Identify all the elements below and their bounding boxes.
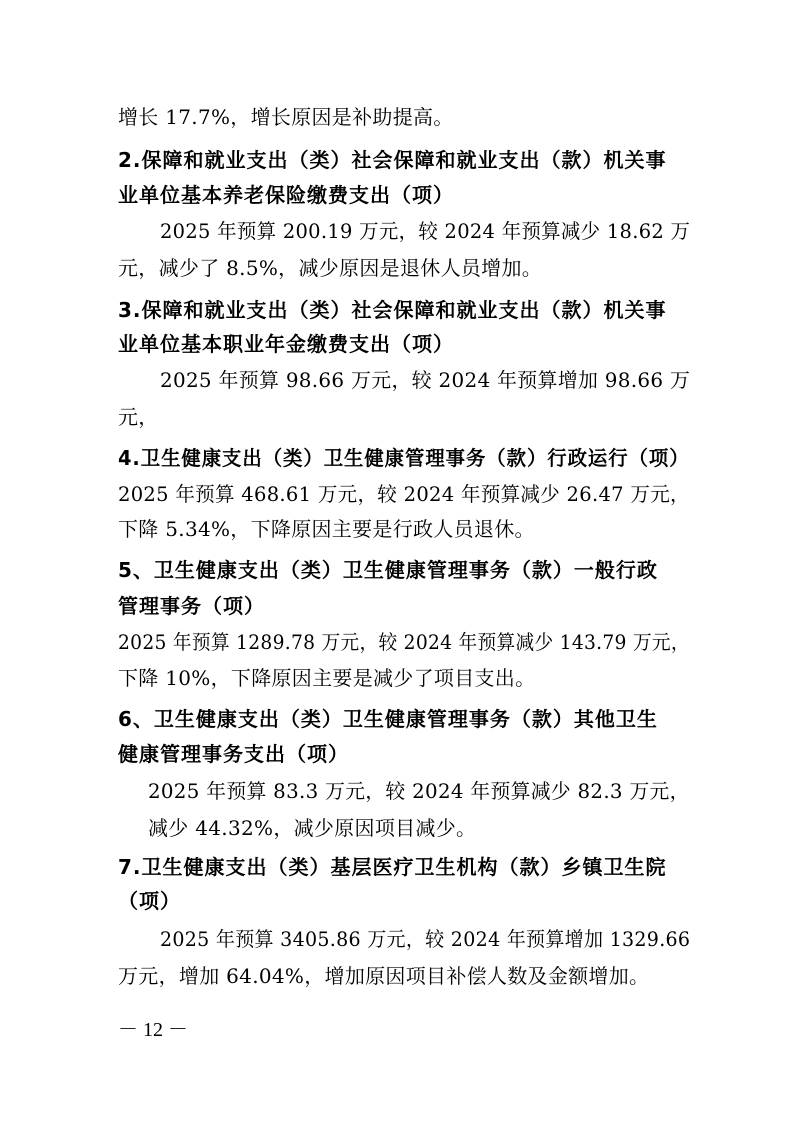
section-heading: 业单位基本职业年金缴费支出（项） — [118, 332, 454, 356]
section-heading: 2.保障和就业支出（类）社会保障和就业支出（款）机关事 — [118, 148, 667, 172]
body-text-line: 2025 年预算 3405.86 万元，较 2024 年预算增加 1329.66 — [160, 927, 691, 951]
section-heading: 健康管理事务支出（项） — [118, 742, 349, 766]
body-text-line: 万元，增加 64.04%，增加原因项目补偿人数及金额增加。 — [118, 964, 650, 988]
section-heading: 4.卫生健康支出（类）卫生健康管理事务（款）行政运行（项） — [118, 446, 690, 470]
section-heading: 业单位基本养老保险缴费支出（项） — [118, 183, 454, 207]
body-text-line: 减少 44.32%，减少原因项目减少。 — [148, 816, 477, 840]
body-text-line: 2025 年预算 200.19 万元，较 2024 年预算减少 18.62 万 — [160, 219, 691, 243]
section-heading: （项） — [118, 889, 181, 913]
section-heading: 3.保障和就业支出（类）社会保障和就业支出（款）机关事 — [118, 298, 667, 322]
body-text-line: 2025 年预算 83.3 万元，较 2024 年预算减少 82.3 万元， — [148, 779, 690, 803]
page-number: － 12 － — [118, 1019, 188, 1041]
section-heading: 5、卫生健康支出（类）卫生健康管理事务（款）一般行政 — [118, 558, 658, 582]
body-text-line: 元， — [118, 405, 159, 429]
body-text-line: 下降 5.34%，下降原因主要是行政人员退休。 — [118, 517, 535, 541]
section-heading: 管理事务（项） — [118, 594, 265, 618]
section-heading: 7.卫生健康支出（类）基层医疗卫生机构（款）乡镇卫生院 — [118, 855, 667, 879]
body-text-line: 2025 年预算 1289.78 万元，较 2024 年预算减少 143.79 万元， — [118, 630, 690, 654]
body-text-line: 元，减少了 8.5%，减少原因是退休人员增加。 — [118, 256, 543, 280]
body-text-line: 2025 年预算 98.66 万元，较 2024 年预算增加 98.66 万 — [160, 368, 691, 392]
body-text-line: 下降 10%，下降原因主要是减少了项目支出。 — [118, 666, 536, 690]
section-heading: 6、卫生健康支出（类）卫生健康管理事务（款）其他卫生 — [118, 707, 658, 731]
body-text-line: 2025 年预算 468.61 万元，较 2024 年预算减少 26.47 万元， — [118, 482, 690, 506]
body-text-line: 增长 17.7%，增长原因是补助提高。 — [118, 105, 454, 129]
